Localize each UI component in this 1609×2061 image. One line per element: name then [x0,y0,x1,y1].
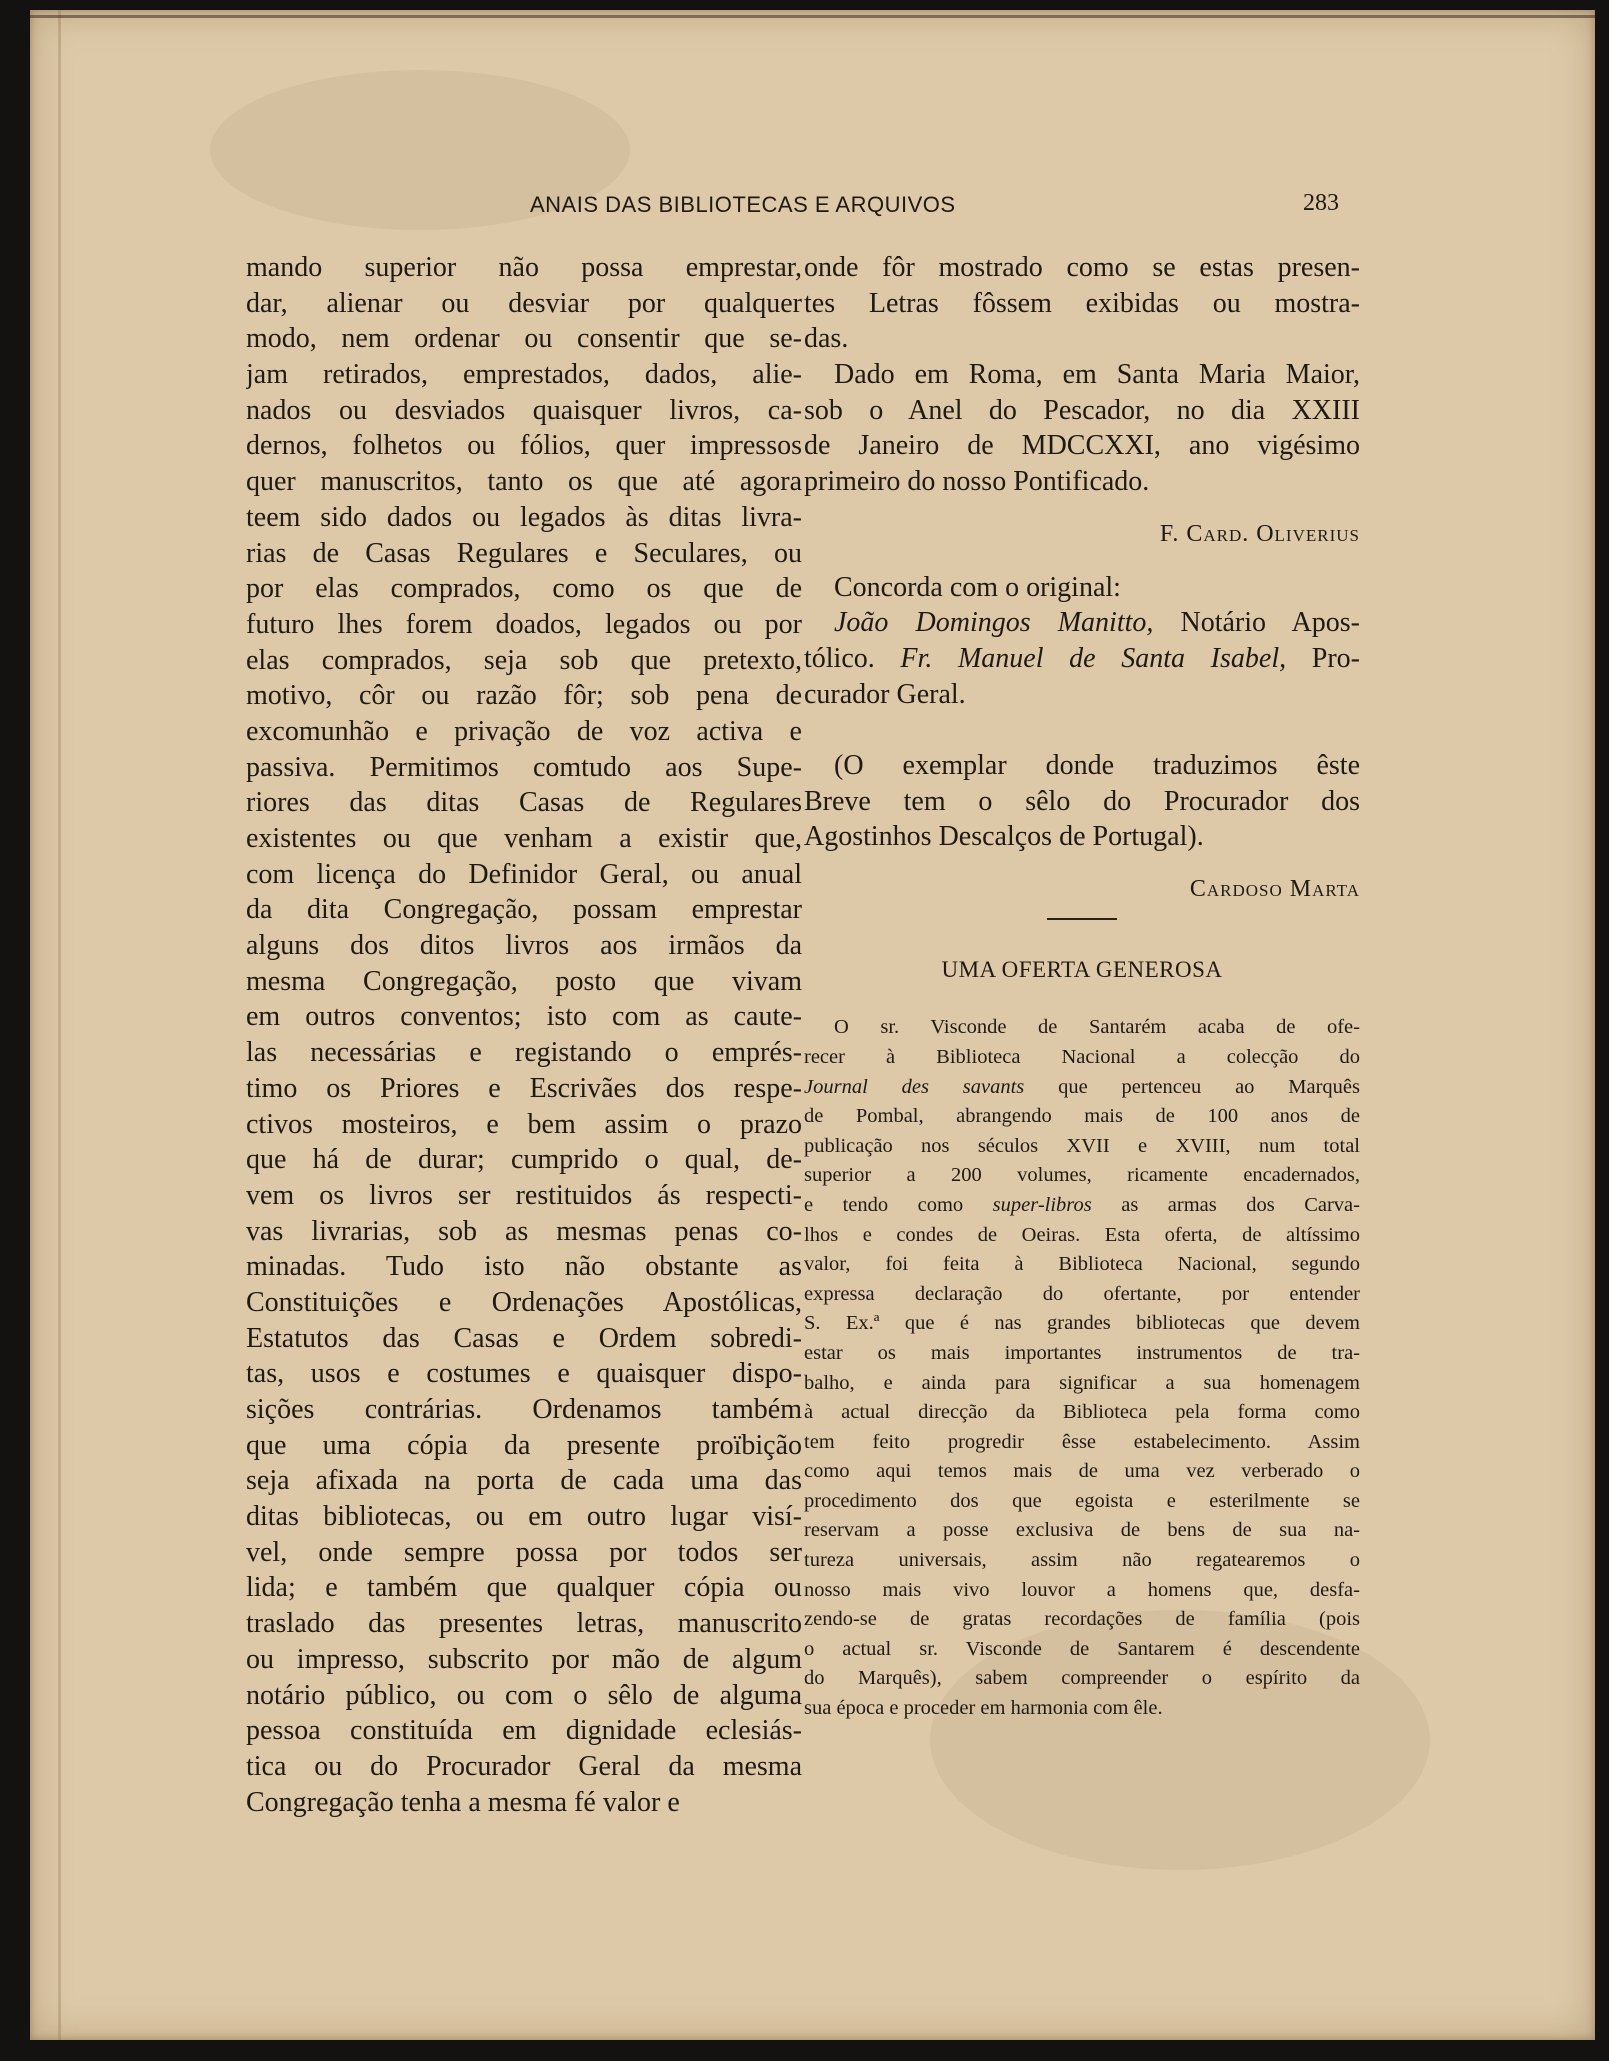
article-title: UMA OFERTA GENEROSA [941,956,1223,982]
text-line: onde fôr mostrado como se estas presen- [804,252,1360,283]
text-line: ctivos mosteiros, e bem assim o prazo [246,1108,802,1140]
text-line: valor, foi feita à Biblioteca Nacional, segundo [804,1253,1360,1276]
text-line: (O exemplar donde traduzimos êste [834,749,1360,781]
text-line: nados ou desviados quaisquer livros, ca- [246,394,802,426]
text-line: que há de durar; cumprido o qual, de- [246,1144,802,1176]
text-line: que uma cópia da presente proïbição [246,1429,802,1461]
text-line: tas, usos e costumes e quaisquer dispo- [246,1358,802,1390]
text-line: Estatutos das Casas e Ordem sobredi- [246,1322,802,1354]
text-line: seja afixada na porta de cada uma das [246,1465,802,1497]
text-line: ou impresso, subscrito por mão de algum [246,1643,802,1675]
right-text-column [804,250,1360,1724]
text-line: tureza universais, assim não regatearemos o [804,1549,1360,1572]
text-line: tica ou do Procurador Geral da mesma [246,1750,802,1782]
text-line: las necessárias e registando o emprés- [246,1037,802,1069]
text-line: tes Letras fôssem exibidas ou mostra- [804,287,1360,319]
text-line: traslado das presentes letras, manuscrito [246,1608,802,1640]
text-line: com licença do Definidor Geral, ou anual [246,858,802,890]
text-line: passiva. Permitimos comtudo aos Supe- [246,751,802,783]
text-line: minadas. Tudo isto não obstante as [246,1251,802,1283]
text-line: do Marquês), sabem compreender o espírito da [804,1667,1360,1690]
text-line: em outros conventos; isto com as caute- [246,1001,802,1033]
text-line: de Janeiro de MDCCXXI, ano vigésimo [804,430,1360,462]
text-line: lhos e condes de Oeiras. Esta oferta, de altíssimo [804,1223,1360,1246]
text-line: superior a 200 volumes, ricamente encadernados, [804,1164,1360,1187]
text-line: publicação nos séculos XVII e XVIII, num total [804,1134,1360,1157]
text-line: tólico. Fr. Manuel de Santa Isabel, Pro- [804,642,1360,674]
text-line: Breve tem o sêlo do Procurador dos [804,785,1360,817]
text-line: mesma Congregação, posto que vivam [246,965,802,997]
text-line: O sr. Visconde de Santarém acaba de ofe- [834,1016,1360,1039]
text-line: teem sido dados ou legados às ditas livra- [246,501,802,533]
text-line: ditas bibliotecas, ou em outro lugar visí- [246,1501,802,1533]
text-line: recer à Biblioteca Nacional a colecção do [804,1045,1360,1068]
text-line: sob o Anel do Pescador, no dia XXIII [804,394,1360,426]
text-line: o actual sr. Visconde de Santarem é descendente [804,1637,1360,1660]
page-header [30,192,1595,226]
text-line: estar os mais importantes instrumentos de tra- [804,1341,1360,1364]
text-line: Journal des savants que pertenceu ao Marquês [804,1075,1360,1098]
text-line: existentes ou que venham a existir que, [246,823,802,854]
text-line: motivo, côr ou razão fôr; sob pena de [246,680,802,712]
text-line: timo os Priores e Escrivães dos respe- [246,1072,802,1104]
text-line: e tendo como super-libros as armas dos Carva- [804,1193,1360,1216]
text-line: riores das ditas Casas de Regulares [246,787,802,819]
text-line: notário público, ou com o sêlo de alguma [246,1679,802,1711]
article-body [804,1013,1360,1723]
left-text-column [246,250,802,1820]
text-line: balho, e ainda para significar a sua homenagem [804,1371,1360,1394]
text-line: Constituições e Ordenações Apostólicas, [246,1286,802,1318]
text-line: dernos, folhetos ou fólios, quer impressos [246,430,802,462]
book-page [30,10,1595,2040]
text-line: quer manuscritos, tanto os que até agora [246,466,802,498]
text-line: zendo-se de gratas recordações de família (pois [804,1608,1360,1631]
text-line: futuro lhes forem doados, legados ou por [246,608,802,640]
text-line: curador Geral. [804,678,966,710]
text-line: vas livrarias, sob as mesmas penas co- [246,1215,802,1247]
text-line: alguns dos ditos livros aos irmãos da [246,930,802,962]
text-line: pessoa constituída em dignidade eclesiás- [246,1715,802,1747]
text-line: da dita Congregação, possam emprestar [246,894,802,926]
text-line: reservam a posse exclusiva de bens de sua na- [804,1519,1360,1542]
text-line: à actual direcção da Biblioteca pela forma como [804,1401,1360,1424]
text-line: vel, onde sempre possa por todos ser [246,1536,802,1568]
page-number: 283 [1303,190,1339,216]
text-line: rias de Casas Regulares e Seculares, ou [246,537,802,569]
text-line: mando superior não possa emprestar, [246,252,802,283]
text-line: lida; e também que qualquer cópia ou [246,1572,802,1604]
text-line: por elas comprados, como os que de [246,573,802,605]
text-line: tem feito progredir êsse estabelecimento. Assim [804,1430,1360,1453]
text-line: vem os livros ser restituidos ás respecti- [246,1179,802,1211]
text-line: S. Ex.ª que é nas grandes bibliotecas que devem [804,1312,1360,1335]
text-line: nosso mais vivo louvor a homens que, desfa- [804,1578,1360,1601]
text-line: procedimento dos que egoista e esterilmente se [804,1489,1360,1512]
text-line: sua época e proceder em harmonia com êle. [804,1697,1163,1720]
signature-cardoso-marta: Cardoso Marta [1189,876,1360,902]
running-title: ANAIS DAS BIBLIOTECAS E ARQUIVOS [530,192,956,217]
concorda-line: Concorda com o original: [834,571,1121,603]
text-line: dar, alienar ou desviar por qualquer [246,287,802,319]
text-line: elas comprados, seja sob que pretexto, [246,644,802,676]
text-line: Dado em Roma, em Santa Maria Maior, [834,359,1360,391]
signature-oliverius: F. Card. Oliverius [1159,520,1360,547]
text-line: expressa declaração do ofertante, por entender [804,1282,1360,1305]
text-line: sições contrárias. Ordenamos também [246,1394,802,1425]
text-line: primeiro do nosso Pontificado. [804,466,1150,498]
text-line: modo, nem ordenar ou consentir que se- [246,323,802,355]
text-line: de Pombal, abrangendo mais de 100 anos de [804,1105,1360,1128]
text-line: como aqui temos mais de uma vez verberado o [804,1460,1360,1483]
text-line: excomunhão e privação de voz activa e [246,715,802,747]
text-line: jam retirados, emprestados, dados, alie- [246,359,802,391]
text-line: das. [804,323,849,355]
section-divider [1047,918,1117,920]
text-line: Agostinhos Descalços de Portugal). [804,821,1204,853]
text-line: Congregação tenha a mesma fé valor e [246,1786,680,1818]
text-line: João Domingos Manitto, Notário Apos- [834,607,1360,639]
